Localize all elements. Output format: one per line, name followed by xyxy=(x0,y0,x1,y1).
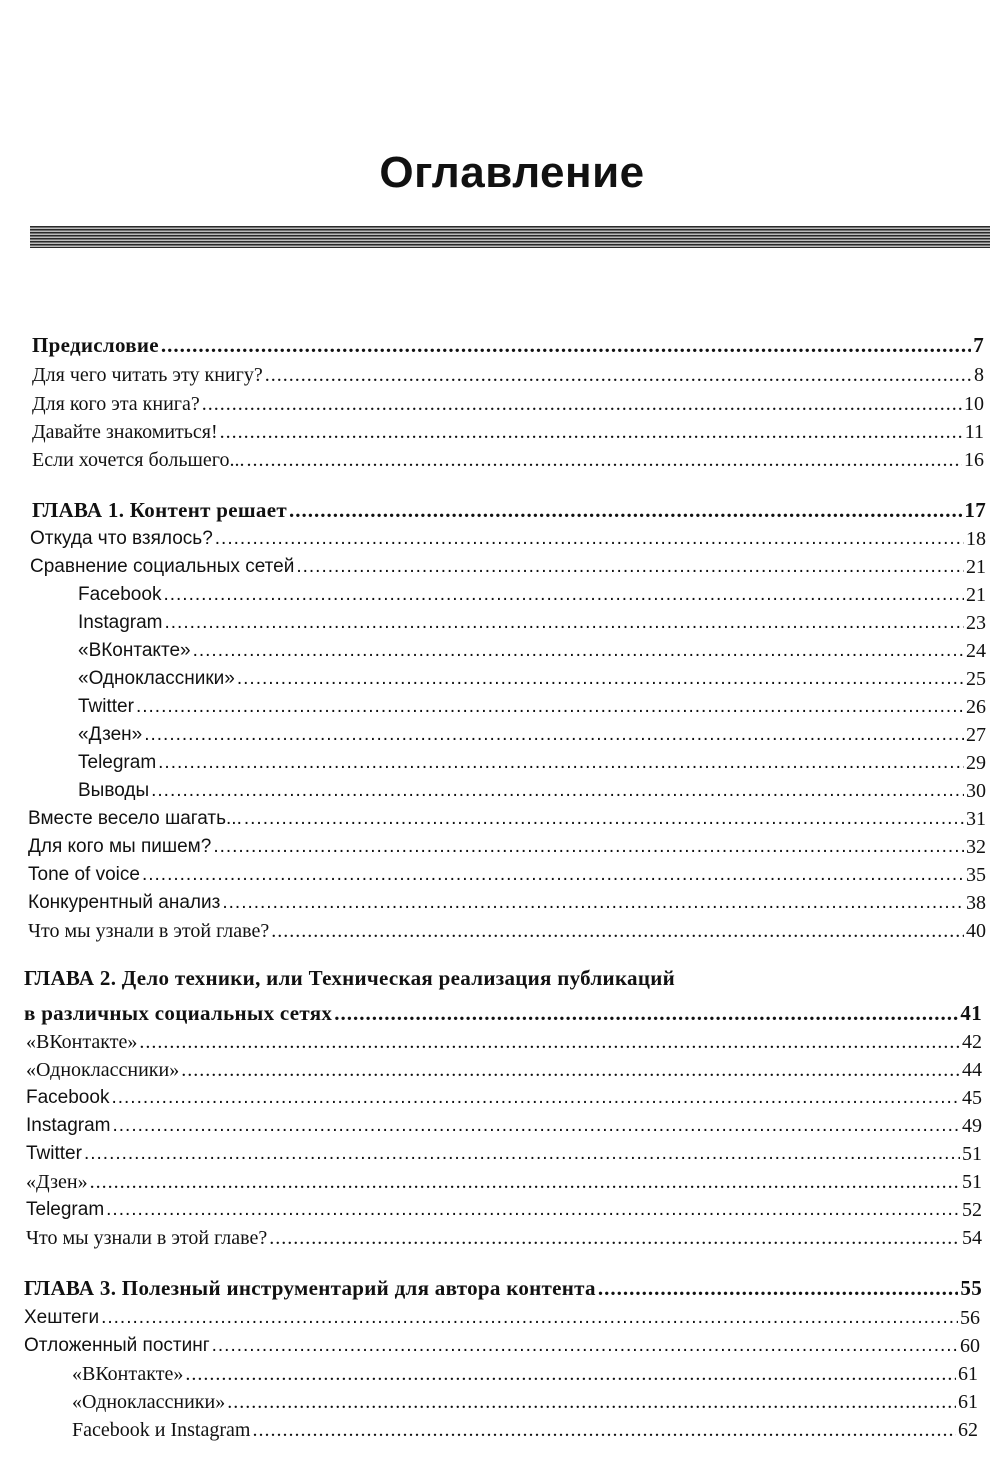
toc-label: «Одноклассники» xyxy=(26,1059,180,1081)
toc-label: Что мы узнали в этой главе? xyxy=(26,1227,268,1249)
toc-page: 17 xyxy=(964,498,986,522)
toc-label: Если хочется большего... xyxy=(32,449,245,471)
toc-leader xyxy=(136,696,964,718)
toc-label: ГЛАВА 1. Контент решает xyxy=(32,498,287,522)
toc-leader xyxy=(163,584,964,606)
toc-page: 30 xyxy=(966,780,986,802)
toc-leader xyxy=(296,556,964,578)
toc-label: в различных социальных сетях xyxy=(24,1001,333,1025)
toc-label: «Дзен» xyxy=(78,724,143,745)
toc-leader xyxy=(139,1031,960,1053)
toc-entry[interactable] xyxy=(78,690,986,718)
toc-page: 35 xyxy=(966,864,986,886)
toc-label: Хештеги xyxy=(24,1307,100,1328)
toc-label: Tone of voice xyxy=(28,864,140,885)
toc-leader xyxy=(289,499,962,521)
page-title: Оглавление xyxy=(379,148,645,197)
toc-label: «ВКонтакте» xyxy=(78,640,191,661)
toc-page: 10 xyxy=(964,393,984,415)
toc-page: 62 xyxy=(958,1419,978,1441)
toc-leader xyxy=(158,752,964,774)
toc-leader xyxy=(181,1059,960,1081)
toc-entry-preface[interactable] xyxy=(32,328,984,356)
toc-label: Для кого эта книга? xyxy=(32,393,200,415)
toc-entry[interactable] xyxy=(78,578,986,606)
toc-entry[interactable] xyxy=(26,1109,982,1137)
toc-page: 27 xyxy=(966,724,986,746)
toc-leader xyxy=(334,1002,958,1024)
toc-label: Facebook xyxy=(26,1087,110,1108)
toc-page: 60 xyxy=(960,1335,980,1357)
toc-entry[interactable] xyxy=(32,415,984,443)
toc-page: 56 xyxy=(960,1307,980,1329)
toc-entry[interactable] xyxy=(26,1137,982,1165)
toc-page: 55 xyxy=(960,1276,982,1300)
toc-leader xyxy=(90,1171,960,1193)
toc-page: 21 xyxy=(966,584,986,606)
toc-entry[interactable] xyxy=(78,746,986,774)
toc-leader xyxy=(247,449,963,471)
toc-entry[interactable] xyxy=(28,886,986,914)
toc-page: 54 xyxy=(962,1227,982,1249)
toc-label: Facebook и Instagram xyxy=(72,1419,251,1441)
toc-page: 31 xyxy=(966,808,986,830)
toc-leader xyxy=(101,1307,958,1329)
toc-leader xyxy=(193,640,964,662)
toc-label: Telegram xyxy=(78,752,157,773)
toc-page: 42 xyxy=(962,1031,982,1053)
toc-label: Отложенный постинг xyxy=(24,1335,210,1356)
toc-entry[interactable] xyxy=(28,802,986,830)
toc-page: 51 xyxy=(962,1171,982,1193)
toc-label: Выводы xyxy=(78,780,150,801)
toc-entry-chapter-3[interactable] xyxy=(24,1271,982,1299)
toc-label: Twitter xyxy=(26,1143,82,1164)
toc-page: 40 xyxy=(966,920,986,942)
toc-page: 61 xyxy=(958,1363,978,1385)
toc-page: 8 xyxy=(974,364,984,386)
toc-leader xyxy=(269,1227,960,1249)
toc-label: «Одноклассники» xyxy=(72,1391,226,1413)
toc-leader xyxy=(213,836,964,858)
toc-entry-chapter-1[interactable] xyxy=(32,493,986,521)
toc-leader xyxy=(106,1199,960,1221)
toc-page: 11 xyxy=(964,421,984,443)
toc-page: 25 xyxy=(966,668,986,690)
toc-label: Instagram xyxy=(26,1115,111,1136)
toc-leader xyxy=(227,1391,956,1413)
toc-page: 16 xyxy=(964,449,984,471)
toc-entry[interactable] xyxy=(72,1413,978,1441)
toc-page: 21 xyxy=(966,556,986,578)
toc-page: 51 xyxy=(962,1143,982,1165)
toc-entry[interactable] xyxy=(26,1165,982,1193)
toc-page: 18 xyxy=(966,528,986,550)
toc-page: 32 xyxy=(966,836,986,858)
toc-entry[interactable] xyxy=(78,718,986,746)
toc-entry[interactable] xyxy=(78,774,986,802)
toc-leader xyxy=(252,1419,956,1441)
toc-label: Что мы узнали в этой главе? xyxy=(28,920,270,942)
toc-page: 24 xyxy=(966,640,986,662)
toc-label: Instagram xyxy=(78,612,163,633)
toc-page: 7 xyxy=(973,333,984,357)
toc-page: 41 xyxy=(960,1001,982,1025)
toc-entry[interactable] xyxy=(26,1193,982,1221)
toc-entry[interactable] xyxy=(26,1081,982,1109)
toc-leader xyxy=(144,724,964,746)
toc-entry[interactable] xyxy=(30,550,986,578)
toc-label: Telegram xyxy=(26,1199,105,1220)
toc-leader xyxy=(271,920,964,942)
toc-label: Сравнение социальных сетей xyxy=(30,556,295,577)
toc-page: 29 xyxy=(966,752,986,774)
toc-label: «Дзен» xyxy=(26,1171,88,1193)
toc-page: 52 xyxy=(962,1199,982,1221)
toc-leader xyxy=(220,421,963,443)
toc-entry[interactable] xyxy=(28,858,986,886)
toc-page: 61 xyxy=(958,1391,978,1413)
toc-entry[interactable] xyxy=(72,1385,978,1413)
toc-label: Конкурентный анализ xyxy=(28,892,221,913)
toc-entry[interactable] xyxy=(32,387,984,415)
toc-label: Давайте знакомиться! xyxy=(32,421,218,443)
toc-page: 23 xyxy=(966,612,986,634)
toc-label: Вместе весело шагать... xyxy=(28,808,242,829)
toc-entry[interactable] xyxy=(32,443,984,471)
toc-page: 38 xyxy=(966,892,986,914)
toc-leader xyxy=(151,780,964,802)
toc-label: Для чего читать эту книгу? xyxy=(32,364,263,386)
toc-entry[interactable] xyxy=(24,1301,980,1329)
toc-label: «ВКонтакте» xyxy=(26,1031,138,1053)
toc-entry[interactable] xyxy=(26,1025,982,1053)
toc-page: 44 xyxy=(962,1059,982,1081)
toc-leader xyxy=(111,1087,960,1109)
toc-entry[interactable] xyxy=(72,1357,978,1385)
toc-label: Откуда что взялось? xyxy=(30,528,213,549)
toc-entry[interactable] xyxy=(24,1329,980,1357)
toc-leader xyxy=(244,808,964,830)
toc-leader xyxy=(237,668,964,690)
toc-label: «ВКонтакте» xyxy=(72,1363,184,1385)
toc-leader xyxy=(84,1143,960,1165)
toc-leader xyxy=(112,1115,960,1137)
toc-label: ГЛАВА 3. Полезный инструментарий для автора контента xyxy=(24,1276,596,1300)
toc-chapter-2-title-line1[interactable]: ГЛАВА 2. Дело техники, или Техническая реализация публикаций xyxy=(24,966,676,990)
toc-leader xyxy=(202,393,962,415)
toc-page: 49 xyxy=(962,1115,982,1137)
toc-entry[interactable] xyxy=(78,634,986,662)
toc-leader xyxy=(142,864,964,886)
toc-label: Предисловие xyxy=(32,333,159,357)
toc-label: Facebook xyxy=(78,584,162,605)
toc-entry[interactable] xyxy=(28,830,986,858)
toc-leader xyxy=(185,1363,956,1385)
toc-entry[interactable] xyxy=(32,358,984,386)
toc-leader xyxy=(222,892,964,914)
toc-leader xyxy=(265,364,972,386)
toc-page: 45 xyxy=(962,1087,982,1109)
toc-leader xyxy=(212,1335,958,1357)
toc-entry[interactable] xyxy=(26,1221,982,1249)
toc-leader xyxy=(598,1277,959,1299)
toc-leader xyxy=(164,612,964,634)
toc-entry[interactable] xyxy=(78,662,986,690)
toc-leader xyxy=(215,528,964,550)
toc-entry-chapter-2[interactable] xyxy=(24,996,982,1024)
toc-leader xyxy=(161,334,971,356)
toc-entry[interactable] xyxy=(26,1053,982,1081)
title-rule xyxy=(30,226,990,248)
toc-label: «Одноклассники» xyxy=(78,668,235,689)
toc-entry[interactable] xyxy=(30,522,986,550)
toc-label: Twitter xyxy=(78,696,134,717)
toc-entry[interactable] xyxy=(28,914,986,942)
toc-page: 26 xyxy=(966,696,986,718)
toc-label: Для кого мы пишем? xyxy=(28,836,212,857)
toc-entry[interactable] xyxy=(78,606,986,634)
